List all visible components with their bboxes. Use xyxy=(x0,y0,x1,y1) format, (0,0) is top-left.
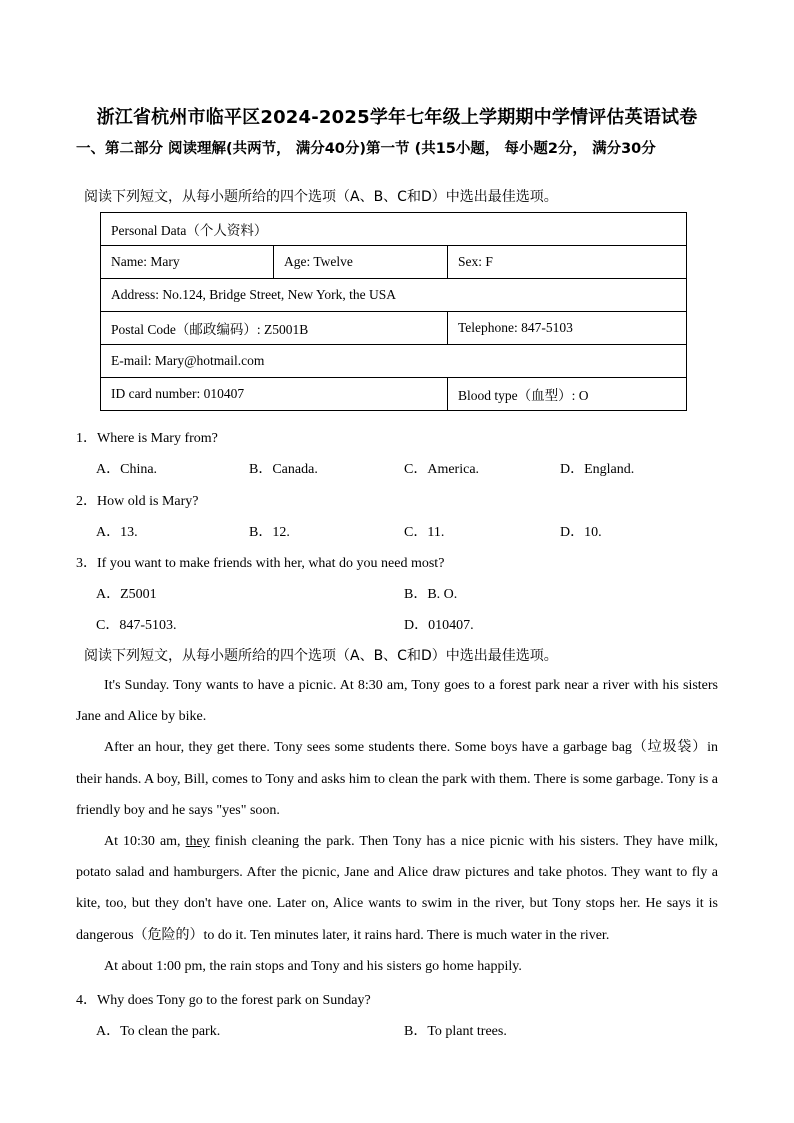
passage-paragraph-2: After an hour, they get there. Tony sees some students there. Some boys have a garbage bag（垃圾袋）in their hands. A boy, Bill, comes to Tony and asks him to clean the park with them. There is some garbage. Tony is a friendly boy and he says "yes" soon. xyxy=(76,740,718,818)
id-card-cell: ID card number: 010407 xyxy=(101,378,448,411)
underlined-word: they xyxy=(185,834,210,850)
table-header-cell: Personal Data（个人资料） xyxy=(101,213,687,246)
sex-cell: Sex: F xyxy=(448,246,687,279)
question-1-option-a: A．China. xyxy=(96,462,158,477)
question-4-option-a: A．To clean the park. xyxy=(96,1024,221,1039)
question-2-option-b: B．12. xyxy=(249,525,290,540)
question-3-option-d: D．010407. xyxy=(404,618,474,633)
email-cell: E-mail: Mary@hotmail.com xyxy=(101,345,687,378)
question-3-option-b: B．B. O. xyxy=(404,587,458,602)
age-cell: Age: Twelve xyxy=(274,246,448,279)
question-3-option-a: A．Z5001 xyxy=(96,587,157,602)
page-title: 浙江省杭州市临平区2024-2025学年七年级上学期期中学情评估英语试卷 xyxy=(96,107,698,128)
section-heading: 一、第二部分 阅读理解(共两节， 满分40分)第一节 (共15小题， 每小题2分， 满分30分 xyxy=(76,141,656,157)
personal-data-table xyxy=(100,212,687,411)
question-2-option-c: C．11. xyxy=(404,525,445,540)
postal-code-cell: Postal Code（邮政编码）: Z5001B xyxy=(101,312,448,345)
paragraph-3-start: At 10:30 am, xyxy=(104,834,186,850)
name-cell: Name: Mary xyxy=(101,246,274,279)
question-1-option-c: C．America. xyxy=(404,462,480,477)
question-1-option-d: D．England. xyxy=(560,462,635,477)
question-1-stem: 1．Where is Mary from? xyxy=(76,431,218,446)
address-cell: Address: No.124, Bridge Street, New York, the USA xyxy=(101,279,687,312)
passage-paragraph-4: At about 1:00 pm, the rain stops and Tony and his sisters go home happily. xyxy=(104,958,522,974)
question-2-option-a: A．13. xyxy=(96,525,138,540)
question-4-stem: 4．Why does Tony go to the forest park on Sunday? xyxy=(76,993,371,1008)
question-2-stem: 2．How old is Mary? xyxy=(76,494,199,509)
paragraph-3-rest: finish cleaning the park. Then Tony has a nice picnic with his sisters. They have milk, potato salad and hamburgers. After the picnic, Jane and Alice draw pictures and take photos. They want to fly a kite, too, but they don't have one. Later on, Alice wants to swim in the river, but Tony stops her. He says it is dangerous（危险的）to do it. Ten minutes later, it rains hard. There is much water in the river. xyxy=(76,834,718,943)
question-2-option-d: D．10. xyxy=(560,525,602,540)
instruction-2: 阅读下列短文，从每小题所给的四个选项（A、B、C和D）中选出最佳选项。 xyxy=(84,648,558,664)
question-3-stem: 3．If you want to make friends with her, what do you need most? xyxy=(76,556,445,571)
reading-passage xyxy=(76,670,718,982)
question-3-option-c: C．847-5103. xyxy=(96,618,177,633)
question-1-option-b: B．Canada. xyxy=(249,462,318,477)
passage-paragraph-3 xyxy=(76,826,718,951)
instruction-1: 阅读下列短文，从每小题所给的四个选项（A、B、C和D）中选出最佳选项。 xyxy=(84,189,558,205)
question-4-option-b: B．To plant trees. xyxy=(404,1024,507,1039)
telephone-cell: Telephone: 847-5103 xyxy=(448,312,687,345)
passage-paragraph-1: It's Sunday. Tony wants to have a picnic. At 8:30 am, Tony goes to a forest park near a river with his sisters Jane and Alice by bike. xyxy=(76,678,718,725)
blood-type-cell: Blood type（血型）: O xyxy=(448,378,687,411)
